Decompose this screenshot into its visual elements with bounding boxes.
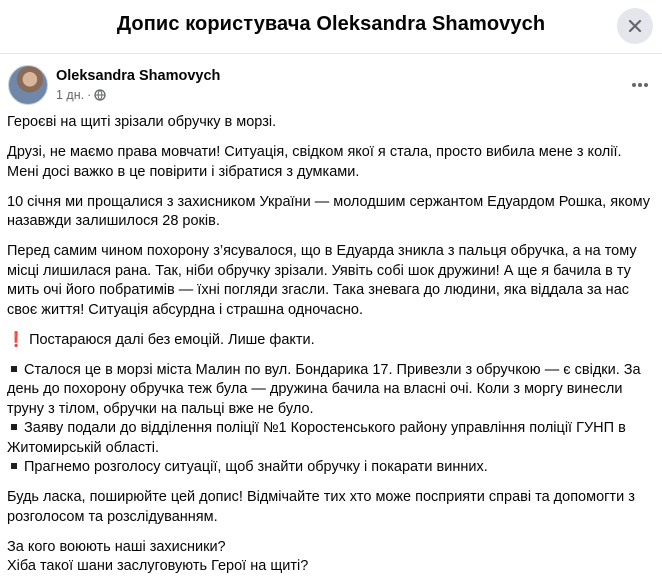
list-item-text: Заяву подали до відділення поліції №1 Коростенського району управління поліції ГУНП в Житомирській області. xyxy=(7,420,626,456)
facts-list xyxy=(7,361,652,478)
more-horizontal-icon xyxy=(631,82,649,88)
exclamation-icon: ❗ xyxy=(7,331,26,348)
post-meta xyxy=(56,88,106,102)
meta-separator: · xyxy=(87,88,92,102)
list-item xyxy=(7,419,652,458)
close-icon xyxy=(627,18,643,34)
warning-line xyxy=(7,331,652,351)
post-paragraph: 10 січня ми прощалися з захисником України — молодшим сержантом Едуардом Рошка, якому назавжди залишилося 28 років. xyxy=(7,193,651,229)
square-bullet-icon xyxy=(11,463,17,469)
closing-paragraph: Будь ласка, поширюйте цей допис! Відмічайте тих хто може посприяти справі та допомогти з розголосом та розслідуванням. xyxy=(7,489,635,525)
more-options-button[interactable] xyxy=(628,73,652,97)
list-item xyxy=(7,361,652,420)
post-paragraph: Перед самим чином похорону з’ясувалося, що в Едуарда зникла з пальця обручка, а на тому місці лишилася рана. Так, ніби обручку зрізали. Уявіть собі шок дружини! А ще я бачила в ту мить очі його побратимів — їхні погляди згасли. Така зневага до людини, яка віддала за нас своє життя! Ситуація абсурдна і страшна одночасно. xyxy=(7,243,637,318)
list-item-text: Сталося це в морзі міста Малин по вул. Бондарика 17. Привезли з обручкою — є свідки. За день до похорону обручка теж була — дружина бачила на власні очі. Коли з моргу винесли труну з тілом, обручки на пальці вже не було. xyxy=(7,361,641,417)
square-bullet-icon xyxy=(11,424,17,430)
close-button[interactable] xyxy=(617,8,653,44)
post-paragraph: Друзі, не маємо права мовчати! Ситуація, свідком якої я стала, просто вибила мене з колії. Мені досі важко в це повірити і зібратися з думками. xyxy=(7,144,622,180)
question-line: За кого воюють наші захисники? xyxy=(7,538,226,555)
dialog-title: Допис користувача Oleksandra Shamovych xyxy=(116,13,546,35)
warning-text: Постараюся далі без емоцій. Лише факти. xyxy=(29,331,315,348)
post-header xyxy=(8,65,654,105)
avatar[interactable] xyxy=(8,65,48,105)
list-item xyxy=(7,458,652,478)
author-name[interactable]: Oleksandra Shamovych xyxy=(56,68,221,84)
post-body xyxy=(7,113,652,577)
post-time[interactable]: 1 дн. xyxy=(56,88,85,102)
list-item-text: Прагнемо розголосу ситуації, щоб знайти обручку і покарати винних. xyxy=(24,459,488,475)
post-paragraph: Героєві на щиті зрізали обручку в морзі. xyxy=(7,114,277,130)
square-bullet-icon xyxy=(11,366,17,372)
question-line: Хіба такої шани заслуговують Герої на щиті? xyxy=(7,558,309,574)
globe-icon[interactable] xyxy=(94,89,106,101)
dialog-header xyxy=(0,0,662,54)
